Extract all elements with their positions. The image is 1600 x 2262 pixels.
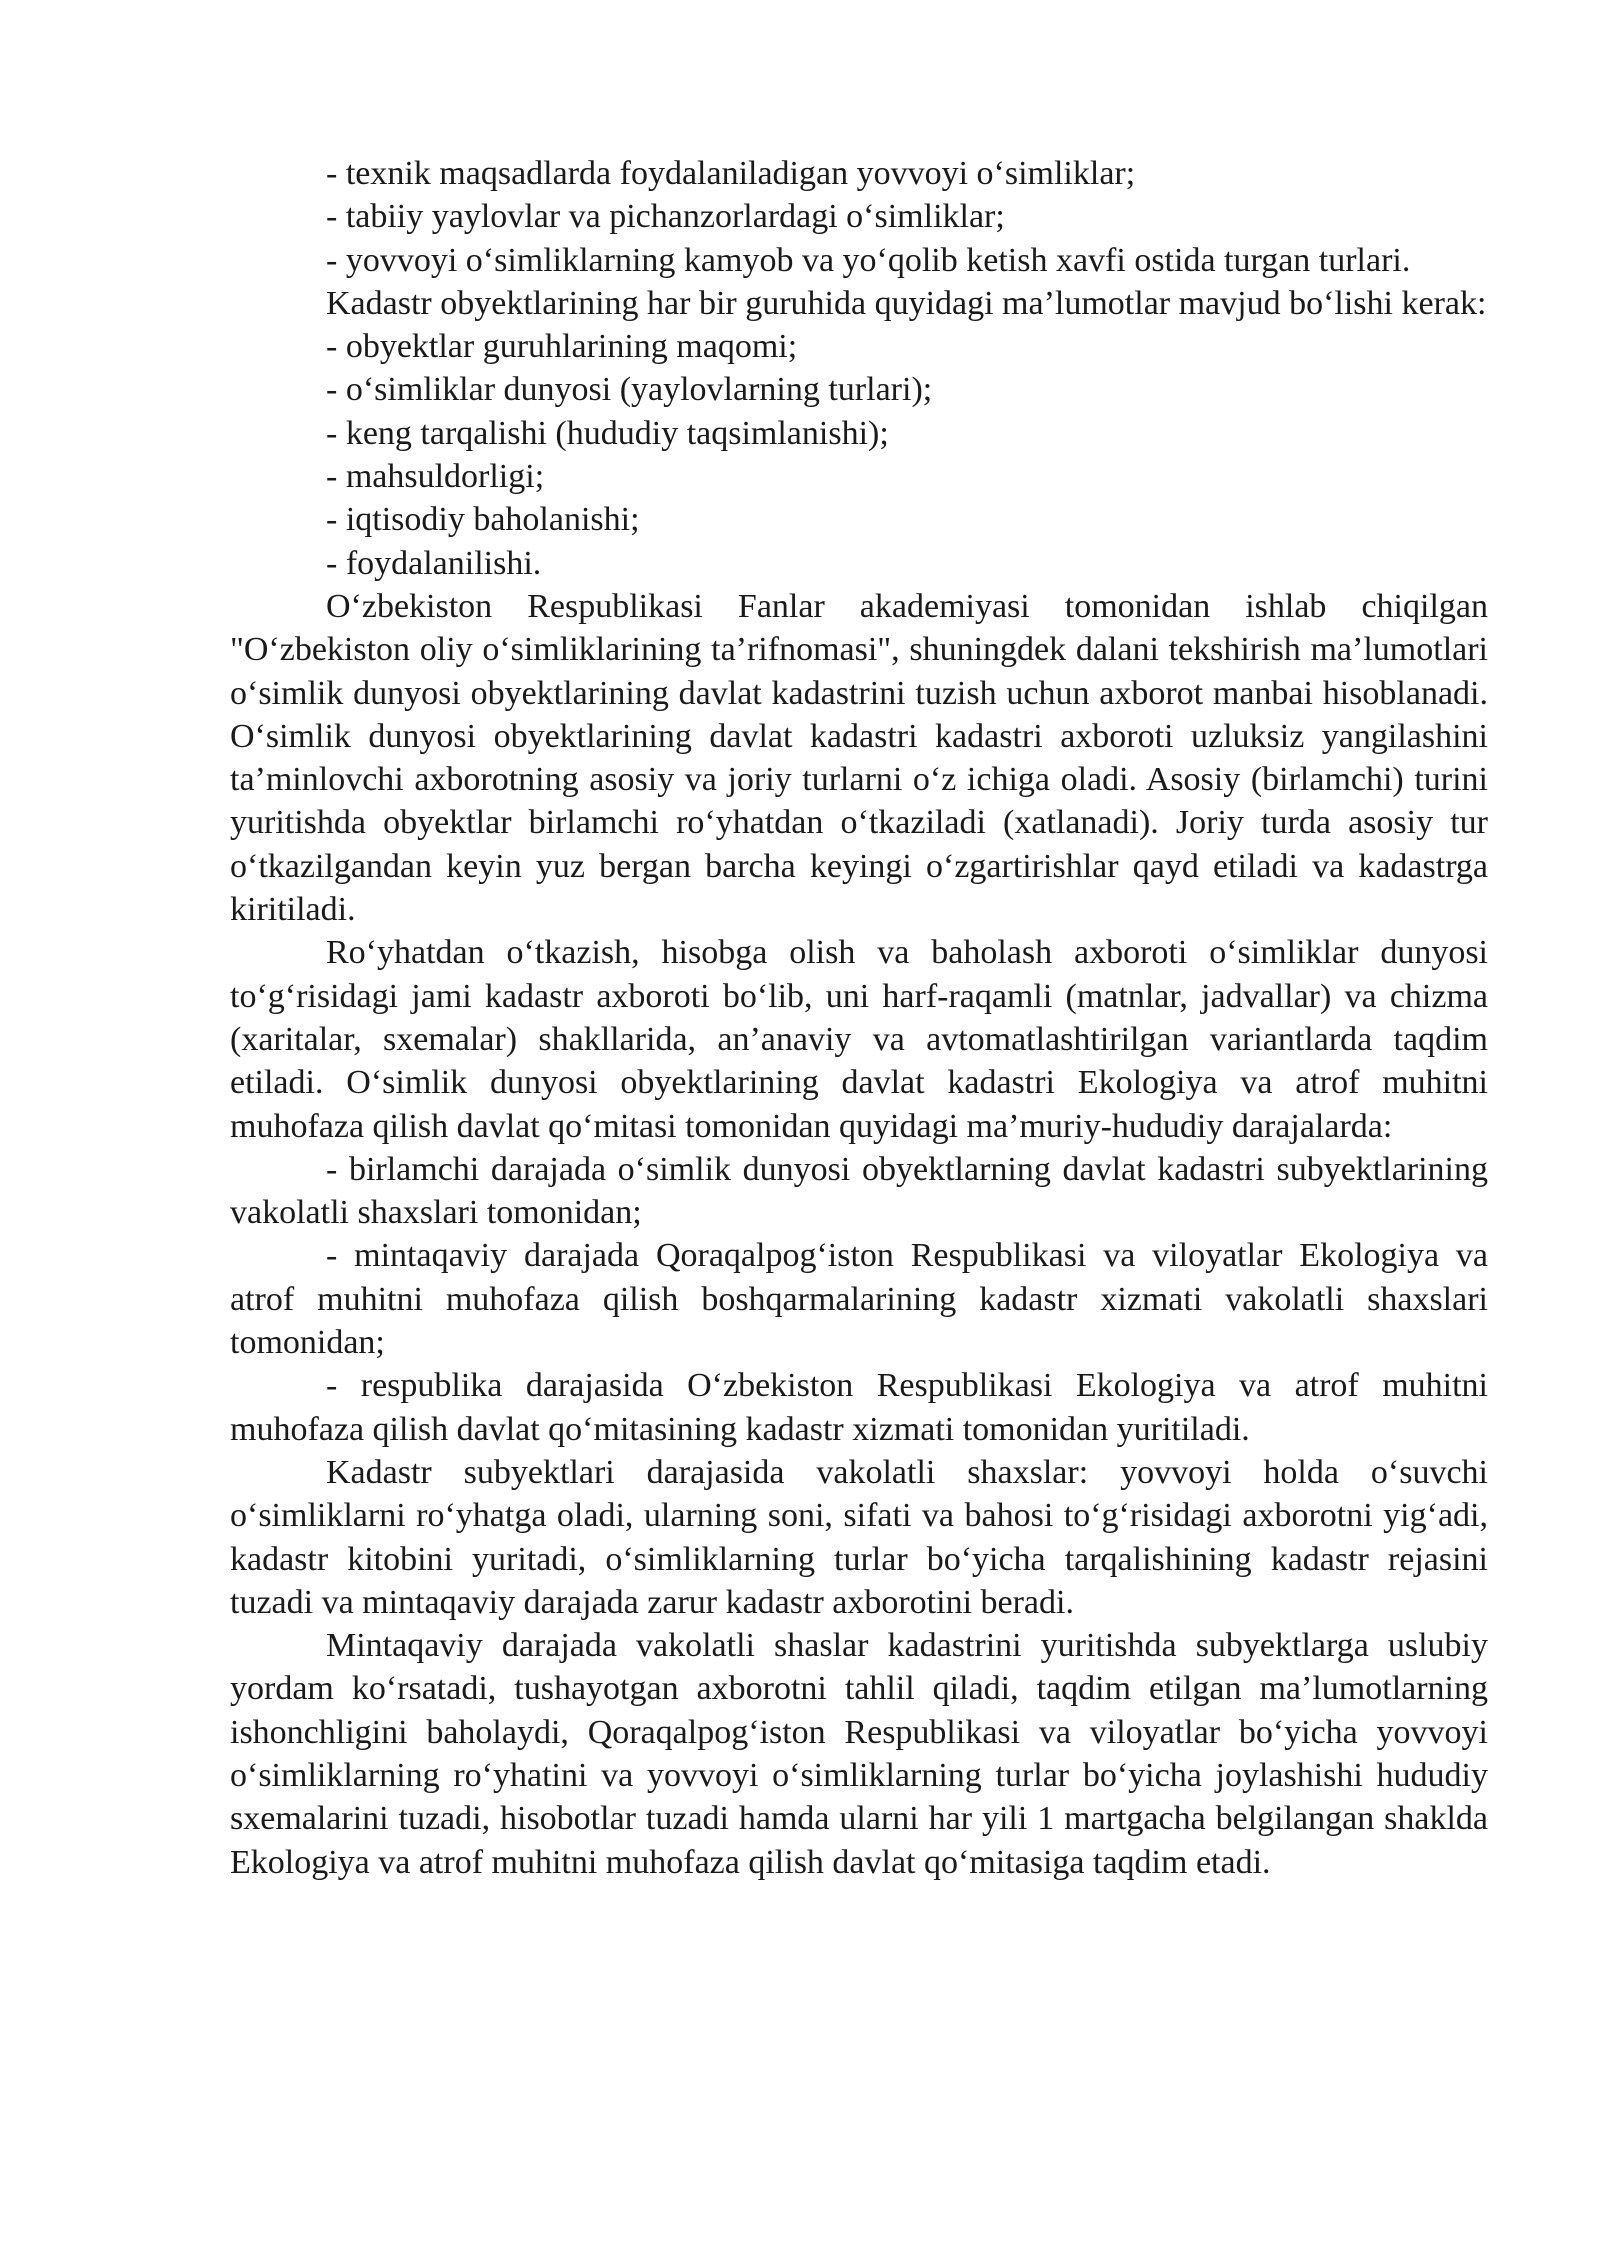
paragraph: Ro‘yhatdan o‘tkazish, hisobga olish va baholash axboroti o‘simliklar dunyosi to‘g‘risidagi jami kadastr axboroti bo‘lib, uni harf-raqamli (matnlar, jadvallar) va chizma (xaritalar, sxemalar) shakllarida, an’anaviy va avtomatlashtirilgan variantlarda taqdim etiladi. O‘simlik dunyosi obyektlarining davlat kadastri Ekologiya va atrof muhitni muhofaza qilish davlat qo‘mitasi tomonidan quyidagi ma’muriy-hududiy darajalarda: xyxy=(230,934,1488,1145)
document-page xyxy=(230,152,1488,1884)
list-item: - yovvoyi o‘simliklarning kamyob va yo‘qolib ketish xavfi ostida turgan turlari. xyxy=(326,241,1411,279)
list-item: - birlamchi darajada o‘simlik dunyosi obyektlarning davlat kadastri subyektlarining vakolatli shaxslari tomonidan; xyxy=(230,1150,1488,1232)
list-item: - tabiiy yaylovlar va pichanzorlardagi o‘simliklar; xyxy=(326,198,1005,236)
paragraph: Mintaqaviy darajada vakolatli shaslar kadastrini yuritishda subyektlarga uslubiy yordam ko‘rsatadi, tushayotgan axborotni tahlil qiladi, taqdim etilgan ma’lumotlarning ishonchligini baholaydi, Qoraqalpog‘iston Respublikasi va viloyatlar bo‘yicha yovvoyi o‘simliklarning ro‘yhatini va yovvoyi o‘simliklarning turlar bo‘yicha joylashishi hududiy sxemalarini tuzadi, hisobotlar tuzadi hamda ularni har yili 1 martgacha belgilangan shakldа Ekologiya va atrof muhitni muhofaza qilish davlat qo‘mitasiga taqdim etadi. xyxy=(230,1627,1488,1881)
paragraph: O‘zbekiston Respublikasi Fanlar akademiyasi tomonidan ishlab chiqilgan "O‘zbekiston oliy o‘simliklarining ta’rifnomasi", shuningdek dalani tekshirish ma’lumotlari o‘simlik dunyosi obyektlarining davlat kadastrini tuzish uchun axborot manbai hisoblanadi. O‘simlik dunyosi obyektlarining davlat kadastri kadastri axboroti uzluksiz yangilashini ta’minlovchi axborotning asosiy va joriy turlarni o‘z ichiga oladi. Asosiy (birlamchi) turini yuritishda obyektlar birlamchi ro‘yhatdan o‘tkaziladi (xatlanadi). Joriy turda asosiy tur o‘tkazilgandan keyin yuz bergan barcha keyingi o‘zgartirishlar qayd etiladi va kadastrga kiritiladi. xyxy=(230,587,1488,929)
list-item: - obyektlar guruhlarining maqomi; xyxy=(326,328,798,366)
list-item: - texnik maqsadlarda foydalaniladigan yovvoyi o‘simliklar; xyxy=(326,155,1136,192)
list-item: - mintaqaviy darajada Qoraqalpog‘iston Respublikasi va viloyatlar Ekologiya va atrof muhitni muhofaza qilish boshqarmalarining kadastr xizmati vakolatli shaxslari tomonidan; xyxy=(230,1237,1488,1362)
paragraph: Kadastr subyektlari darajasida vakolatli shaxslar: yovvoyi holda o‘suvchi o‘simliklarni ro‘yhatga oladi, ularning soni, sifati va bahosi to‘g‘risidagi axborotni yig‘adi, kadastr kitobini yuritadi, o‘simliklarning turlar bo‘yicha tarqalishining kadastr rejasini tuzadi va mintaqaviy darajada zarur kadastr axborotini beradi. xyxy=(230,1453,1488,1621)
list-item: - mahsuldorligi; xyxy=(326,458,545,496)
paragraph: Kadastr obyektlarining har bir guruhida quyidagi ma’lumotlar mavjud bo‘lishi kerak: xyxy=(326,284,1487,322)
list-item: - o‘simliklar dunyosi (yaylovlarning turlari); xyxy=(326,371,933,409)
list-item: - respublika darajasida O‘zbekiston Respublikasi Ekologiya va atrof muhitni muhofaza qilish davlat qo‘mitasining kadastr xizmati tomonidan yuritiladi. xyxy=(230,1367,1488,1448)
list-item: - foydalanilishi. xyxy=(326,544,542,582)
list-item: - iqtisodiy baholanishi; xyxy=(326,501,640,539)
list-item: - keng tarqalishi (hududiy taqsimlanishi); xyxy=(326,414,889,452)
